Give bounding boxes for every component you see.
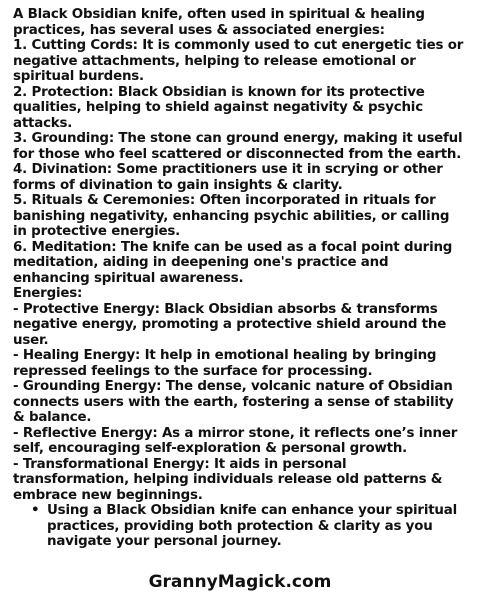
summary-bullet-list <box>13 503 466 550</box>
intro-text: A Black Obsidian knife, often used in spiritual & healing practices, has several uses & associated energies: <box>13 7 425 38</box>
summary-bullet: • Using a Black Obsidian knife can enhance your spiritual practices, providing both protection & clarity as you navigate your personal journey. <box>47 503 466 550</box>
use-item-cutting-cords: 1. Cutting Cords: It is commonly used to cut energetic ties or negative attachments, helping to release emotional or spiritual burdens. <box>13 38 464 84</box>
use-item-divination: 4. Divination: Some practitioners use it in scrying or other forms of divination to gain insights & clarity. <box>13 162 443 193</box>
use-item-protection: 2. Protection: Black Obsidian is known for its protective qualities, helping to shield against negativity & psychic attacks. <box>13 84 425 131</box>
use-item-grounding: 3. Grounding: The stone can ground energy, making it useful for those who feel scattered or disconnected from the earth. <box>13 131 463 162</box>
energy-item-reflective: - Reflective Energy: As a mirror stone, it reflects one’s inner self, encouraging self-exploration & personal growth. <box>13 425 458 456</box>
use-item-rituals: 5. Rituals & Ceremonies: Often incorporated in rituals for banishing negativity, enhancing psychic abilities, or calling in protective energies. <box>13 193 450 239</box>
uses-list <box>13 38 466 286</box>
energies-list <box>13 302 466 504</box>
energy-item-healing: - Healing Energy: It help in emotional healing by bringing repressed feelings to the surface for processing. <box>13 348 437 379</box>
use-item-meditation: 6. Meditation: The knife can be used as a focal point during meditation, aiding in deepening one's practice and enhancing spiritual awareness. <box>13 239 453 286</box>
energies-heading: Energies: <box>13 286 83 301</box>
energy-item-protective: - Protective Energy: Black Obsidian absorbs & transforms negative energy, promoting a protective shield around the user. <box>13 301 447 348</box>
site-footer: GrannyMagick.com <box>148 572 332 592</box>
energy-item-transformational: - Transformational Energy: It aids in personal transformation, helping individuals release old patterns & embrace new beginnings. <box>13 456 443 503</box>
energy-item-grounding: - Grounding Energy: The dense, volcanic nature of Obsidian connects users with the earth, fostering a sense of stability & balance. <box>13 379 454 425</box>
